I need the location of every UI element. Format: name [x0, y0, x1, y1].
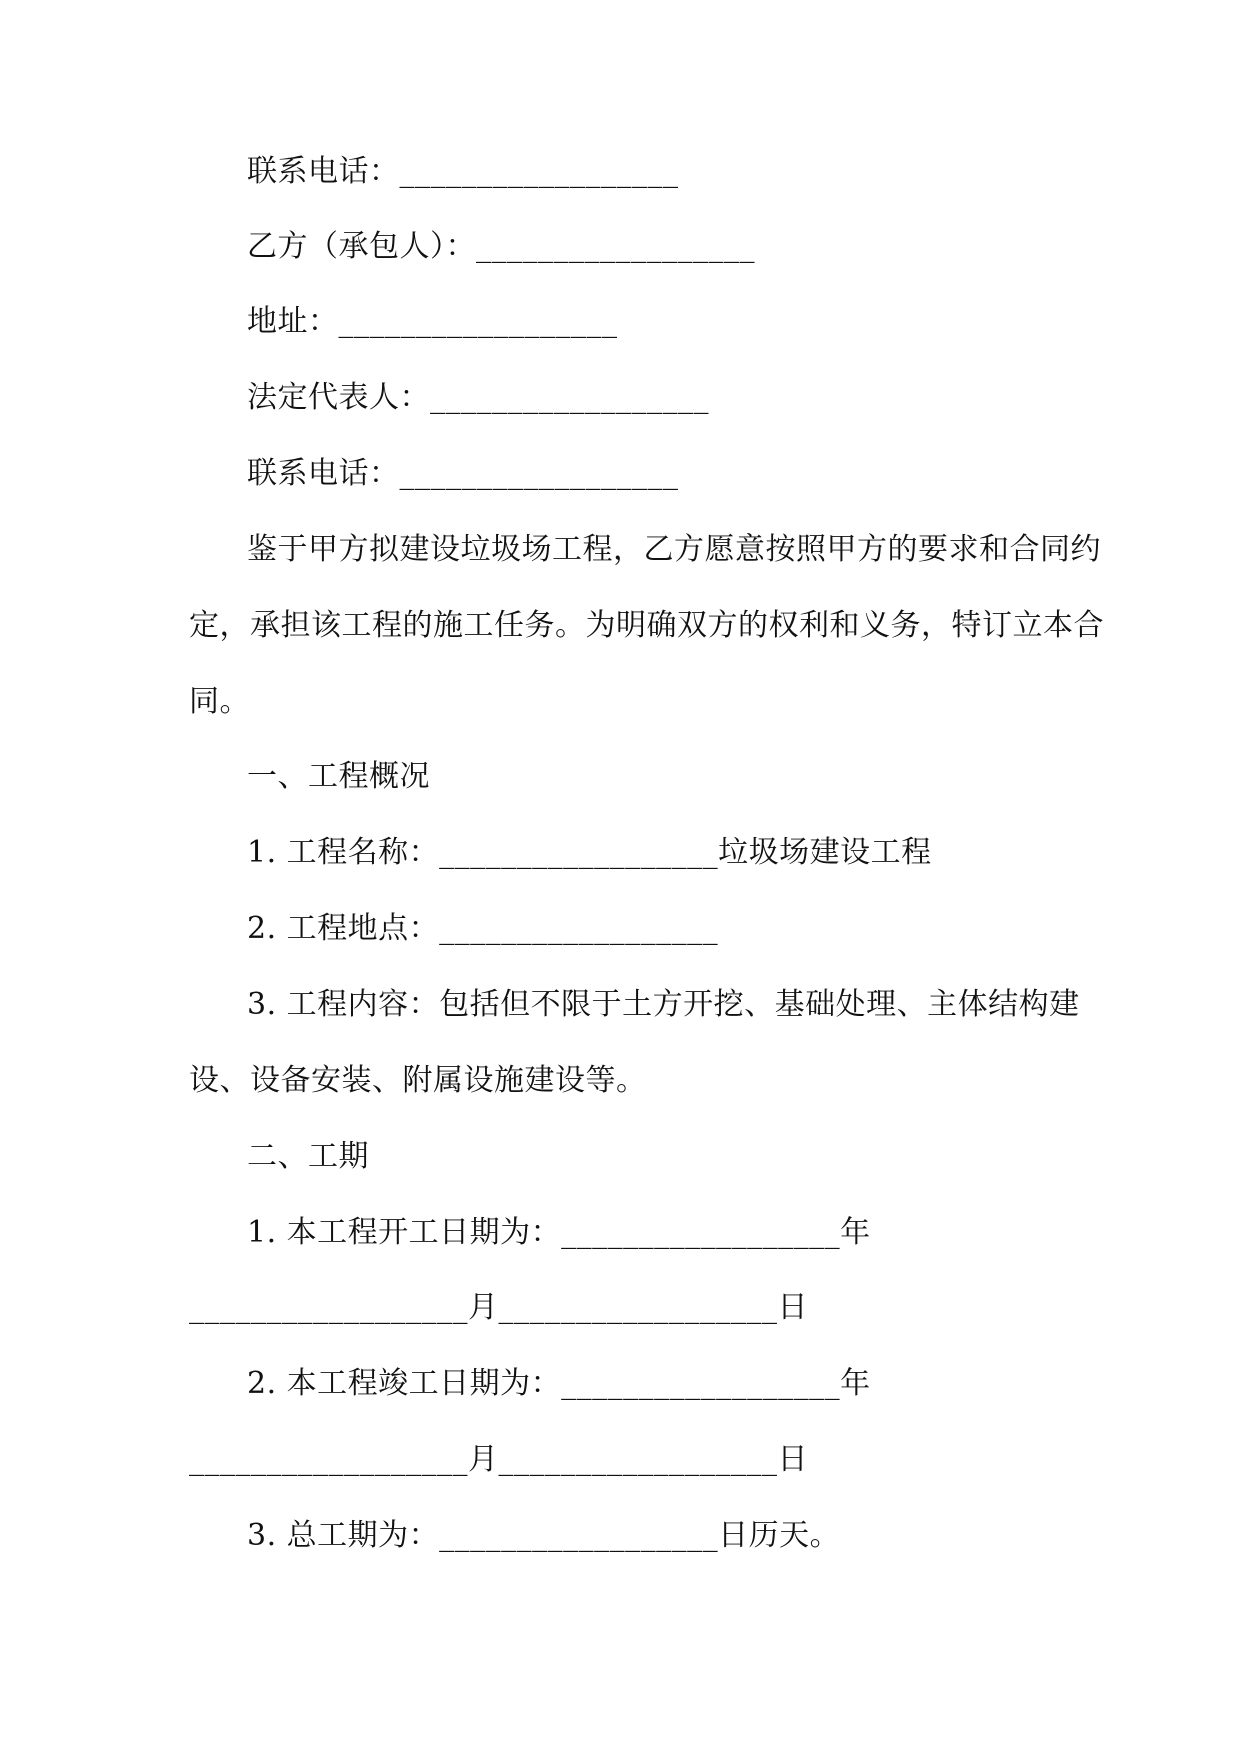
party-b-address-line: 地址：__________________: [247, 304, 618, 339]
project-name-line: 1. 工程名称：__________________垃圾场建设工程: [247, 835, 932, 870]
start-date-line-1: 1. 本工程开工日期为：__________________年: [247, 1215, 871, 1250]
total-duration-line: 3. 总工期为：__________________日历天。: [247, 1518, 841, 1553]
project-location-line: 2. 工程地点：__________________: [247, 911, 719, 946]
intro-paragraph-line-3: 同。: [189, 684, 250, 719]
intro-paragraph-line-2: 定，承担该工程的施工任务。为明确双方的权利和义务，特订立本合: [189, 608, 1104, 643]
party-a-phone-line: 联系电话：__________________: [247, 154, 679, 189]
party-b-phone-line: 联系电话：__________________: [247, 456, 679, 491]
project-content-line-1: 3. 工程内容：包括但不限于土方开挖、基础处理、主体结构建: [247, 987, 1080, 1022]
project-content-line-2: 设、设备安装、附属设施建设等。: [189, 1063, 647, 1098]
party-b-legal-rep-line: 法定代表人：__________________: [247, 380, 709, 415]
party-b-name-line: 乙方（承包人）：__________________: [247, 229, 755, 264]
completion-date-line-1: 2. 本工程竣工日期为：__________________年: [247, 1366, 871, 1401]
section-2-heading: 二、工期: [247, 1139, 369, 1174]
section-1-heading: 一、工程概况: [247, 759, 430, 794]
completion-date-line-2: __________________月__________________日: [189, 1442, 808, 1477]
start-date-line-2: __________________月__________________日: [189, 1290, 808, 1325]
intro-paragraph-line-1: 鉴于甲方拟建设垃圾场工程，乙方愿意按照甲方的要求和合同约: [247, 532, 1101, 567]
